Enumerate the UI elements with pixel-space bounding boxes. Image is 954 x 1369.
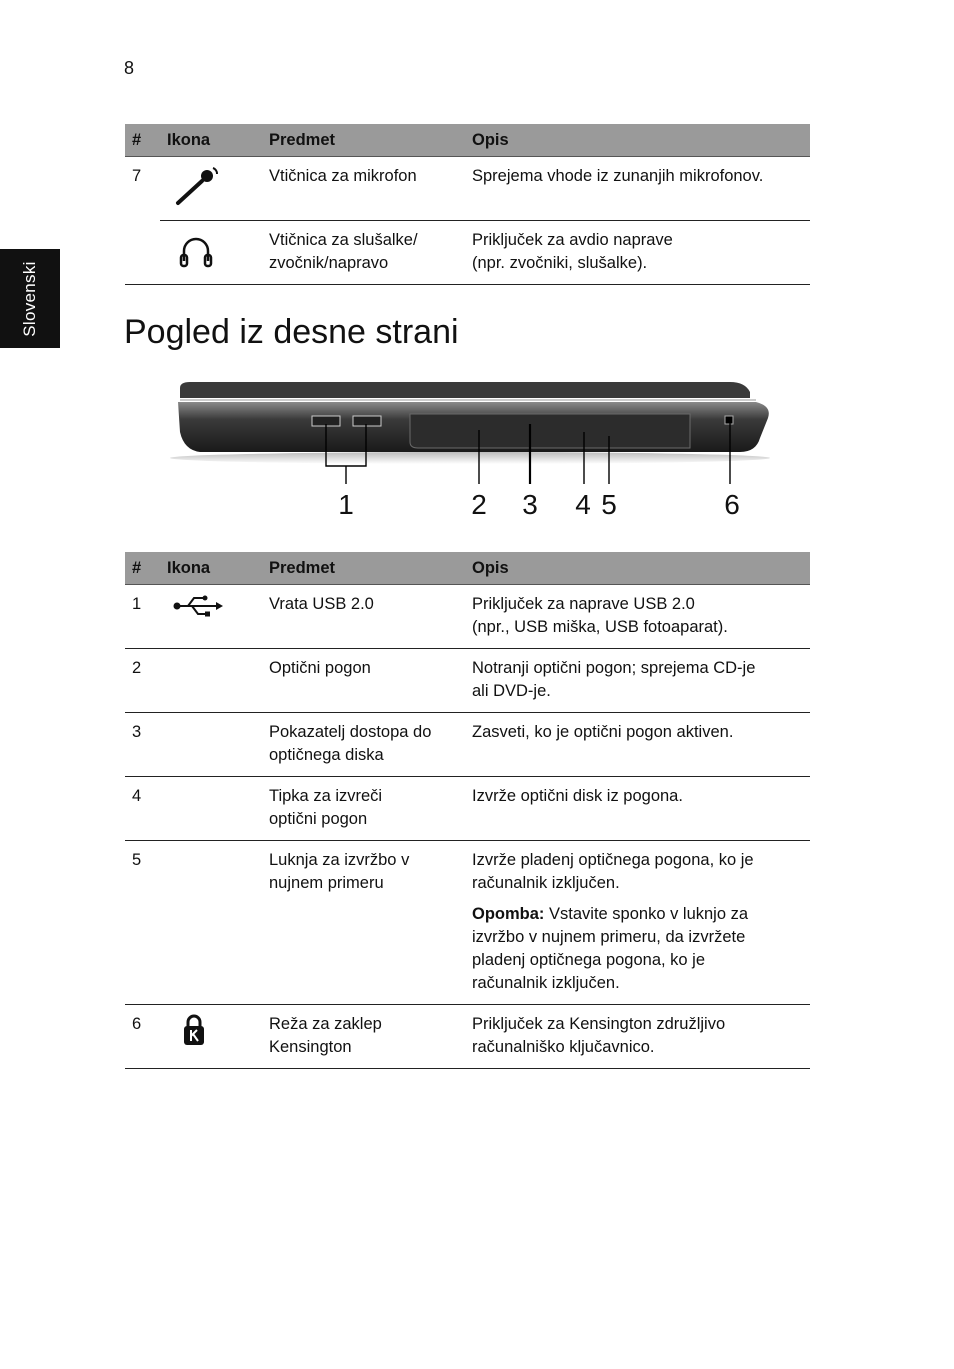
row-description-line: Priključek za Kensington združljivo (472, 1015, 726, 1033)
row-description-line: Priključek za naprave USB 2.0 (472, 595, 695, 613)
row-item-line: Luknja za izvržbo v (269, 851, 410, 869)
callout-number: 2 (471, 489, 487, 520)
optical-drive-tray (410, 414, 690, 448)
row-description: Sprejema vhode iz zunanjih mikrofonov. (465, 157, 810, 221)
row-description-line: (npr., USB miška, USB fotoaparat). (472, 618, 728, 636)
row-item-line: optični pogon (269, 810, 368, 828)
callout-number: 1 (338, 489, 354, 520)
note-text: računalnik izključen. (472, 974, 620, 992)
right-side-components-table (125, 552, 810, 1069)
note-paragraph (472, 903, 804, 995)
page-number: 8 (124, 58, 135, 78)
usb-icon (172, 593, 224, 619)
table-row (125, 841, 810, 1005)
header-icon: Ikona (160, 552, 262, 585)
table-row (125, 777, 810, 841)
header-description: Opis (465, 552, 810, 585)
row-description-line: ali DVD-je. (472, 682, 551, 700)
kensington-slot (725, 416, 733, 424)
audio-ports-table (125, 124, 810, 285)
row-item: Vrata USB 2.0 (262, 585, 465, 649)
table-row (125, 221, 810, 285)
row-item-line: Reža za zaklep (269, 1015, 382, 1033)
laptop-lid (180, 382, 750, 398)
row-item-line: optičnega diska (269, 746, 384, 764)
row-item-line: zvočnik/napravo (269, 254, 389, 272)
note-text: izvržbo v nujnem primeru, da izvržete (472, 928, 746, 946)
row-item-line: Vtičnica za slušalke/ (269, 231, 418, 249)
row-number: 5 (125, 841, 160, 1005)
row-item-line: Kensington (269, 1038, 352, 1056)
row-number: 7 (132, 167, 142, 185)
header-item: Predmet (262, 552, 465, 585)
section-title: Pogled iz desne strani (124, 313, 459, 351)
language-tab (0, 249, 60, 348)
row-item: Vtičnica za mikrofon (262, 157, 465, 221)
row-description-line: računalnik izključen. (472, 874, 620, 892)
callout-number: 4 (575, 489, 591, 520)
microphone-icon (172, 165, 220, 207)
table-row (125, 585, 810, 649)
table-header-row (125, 552, 810, 585)
note-label: Opomba: (472, 905, 545, 923)
row-description-line: Priključek za avdio naprave (472, 231, 673, 249)
header-item: Predmet (262, 124, 465, 157)
laptop-shadow (170, 452, 770, 464)
kensington-lock-icon (172, 1013, 220, 1047)
laptop-right-side-figure (160, 372, 780, 532)
row-number: 2 (125, 649, 160, 713)
row-item-line: Pokazatelj dostopa do (269, 723, 432, 741)
table-row (125, 649, 810, 713)
table-row (125, 1005, 810, 1069)
header-icon: Ikona (160, 124, 262, 157)
note-text: pladenj optičnega pogona, ko je (472, 951, 706, 969)
header-number: # (125, 124, 160, 157)
row-description-line: računalniško ključavnico. (472, 1038, 655, 1056)
row-number: 6 (125, 1005, 160, 1069)
row-description-line: (npr. zvočniki, slušalke). (472, 254, 648, 272)
language-tab-label: Slovenski (20, 260, 39, 337)
header-description: Opis (465, 124, 810, 157)
row-number: 1 (125, 585, 160, 649)
usb-port (353, 416, 381, 426)
note-text: Vstavite sponko v luknjo za (544, 905, 749, 923)
row-number (125, 221, 160, 285)
callout-number: 6 (724, 489, 740, 520)
table-header-row (125, 124, 810, 157)
row-number: 3 (125, 713, 160, 777)
header-number: # (125, 552, 160, 585)
row-item-line: nujnem primeru (269, 874, 384, 892)
row-item-line: Tipka za izvreči (269, 787, 383, 805)
headphones-icon (172, 229, 220, 271)
row-number: 4 (125, 777, 160, 841)
row-item: Optični pogon (262, 649, 465, 713)
row-description-line: Notranji optični pogon; sprejema CD-je (472, 659, 756, 677)
table-row (125, 157, 810, 221)
table-row (125, 713, 810, 777)
row-description: Zasveti, ko je optični pogon aktiven. (465, 713, 810, 777)
row-description: Izvrže optični disk iz pogona. (465, 777, 810, 841)
row-description-line: Izvrže pladenj optičnega pogona, ko je (472, 851, 754, 869)
callout-number: 3 (522, 489, 538, 520)
callout-number: 5 (601, 489, 617, 520)
